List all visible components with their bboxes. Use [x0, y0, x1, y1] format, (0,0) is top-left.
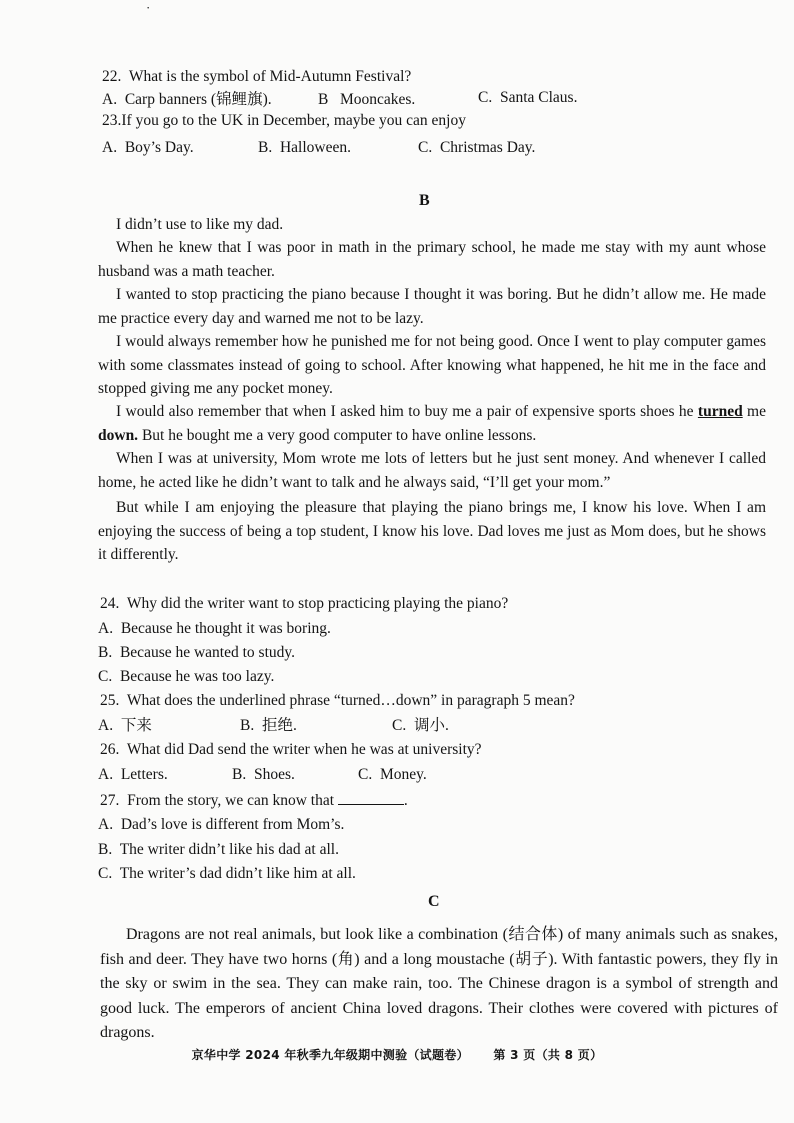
question-26: 26. What did Dad send the writer when he was at university?: [100, 741, 482, 758]
question-number: 22.: [102, 68, 122, 85]
underlined-phrase: turned: [697, 403, 743, 420]
q22-option-c: C. Santa Claus.: [478, 89, 578, 106]
passage-b-paragraph-4: I would always remember how he punished me for not being good. Once I went to play computer games with some classmates instead of going to school. After knowing what happened, he hit me in the face and stopped giving me any pocket money.: [98, 333, 766, 397]
passage-b-paragraph-1: I didn’t use to like my dad.: [116, 216, 284, 233]
question-25: 25. What does the underlined phrase “turned…down” in paragraph 5 mean?: [100, 692, 575, 709]
q24-option-b: B. Because he wanted to study.: [98, 644, 296, 661]
page-footer: [0, 1046, 794, 1063]
scan-mark: ·: [146, 0, 151, 15]
q26-option-a: A. Letters.: [98, 766, 168, 783]
answer-blank: [338, 790, 404, 805]
question-22: [102, 67, 411, 87]
q25-option-b: B. 拒绝.: [240, 717, 297, 734]
question-text: If you go to the UK in December, maybe you can enjoy: [121, 112, 466, 129]
question-24: 24. Why did the writer want to stop practicing playing the piano?: [100, 595, 509, 612]
question-number: 23.: [102, 112, 122, 129]
q26-option-b: B. Shoes.: [232, 766, 295, 783]
section-c-title: C: [428, 893, 440, 910]
q26-option-c: C. Money.: [358, 766, 427, 783]
q23-option-b: B. Halloween.: [258, 139, 351, 156]
question-23: [102, 111, 466, 131]
q25-option-c: C. 调小.: [392, 717, 449, 734]
q23-option-c: C. Christmas Day.: [418, 139, 536, 156]
section-b-title: B: [419, 192, 430, 209]
q27-option-a: A. Dad’s love is different from Mom’s.: [98, 816, 345, 833]
q22-option-a: A. Carp banners (锦鲤旗).: [102, 91, 272, 108]
passage-b-paragraph-6: When I was at university, Mom wrote me lots of letters but he just sent money. And whenever I called home, he acted like he didn’t want to talk and he always said, “I’ll get your mom.”: [98, 450, 766, 491]
q24-option-c: C. Because he was too lazy.: [98, 668, 275, 685]
passage-b-paragraph-2: When he knew that I was poor in math in the primary school, he made me stay with my aunt whose husband was a math teacher.: [98, 239, 766, 280]
passage-b-paragraph-3: I wanted to stop practicing the piano because I thought it was boring. But he didn’t allow me. He made me practice every day and warned me not to be lazy.: [98, 286, 766, 327]
passage-b-paragraph-5: I would also remember that when I asked him to buy me a pair of expensive sports shoes he turned me down. But he bought me a very good computer to have online lessons.: [98, 403, 766, 444]
underlined-phrase-end: down.: [98, 426, 139, 444]
q22-option-b: B Mooncakes.: [318, 91, 416, 108]
passage-c-paragraph-1: Dragons are not real animals, but look like a combination (结合体) of many animals such as snakes, fish and deer. They have two horns (角) and a long moustache (胡子). With fantastic powers, they fly in the sky or swim in the sea. They can make rain, too. The Chinese dragon is a symbol of strength and good luck. The emperors of ancient China loved dragons. Their clothes were covered with pictures of dragons.: [100, 926, 778, 1041]
passage-b-paragraph-7: But while I am enjoying the pleasure that playing the piano brings me, I know his love. When I am enjoying the success of being a top student, I know his love. Dad loves me just as Mom does, but he shows it differently.: [98, 499, 766, 563]
footer-page-number: 第 3 页（共 8 页）: [493, 1048, 603, 1062]
q25-option-a: A. 下来: [98, 717, 152, 734]
q27-option-c: C. The writer’s dad didn’t like him at all.: [98, 865, 356, 882]
q23-option-a: A. Boy’s Day.: [102, 139, 194, 156]
question-27: 27. From the story, we can know that .: [100, 792, 408, 809]
q27-option-b: B. The writer didn’t like his dad at all.: [98, 841, 339, 858]
question-text: What is the symbol of Mid-Autumn Festival?: [128, 68, 412, 85]
footer-exam-title: 京华中学 2024 年秋季九年级期中测验（试题卷）: [191, 1048, 469, 1062]
q24-option-a: A. Because he thought it was boring.: [98, 620, 331, 637]
